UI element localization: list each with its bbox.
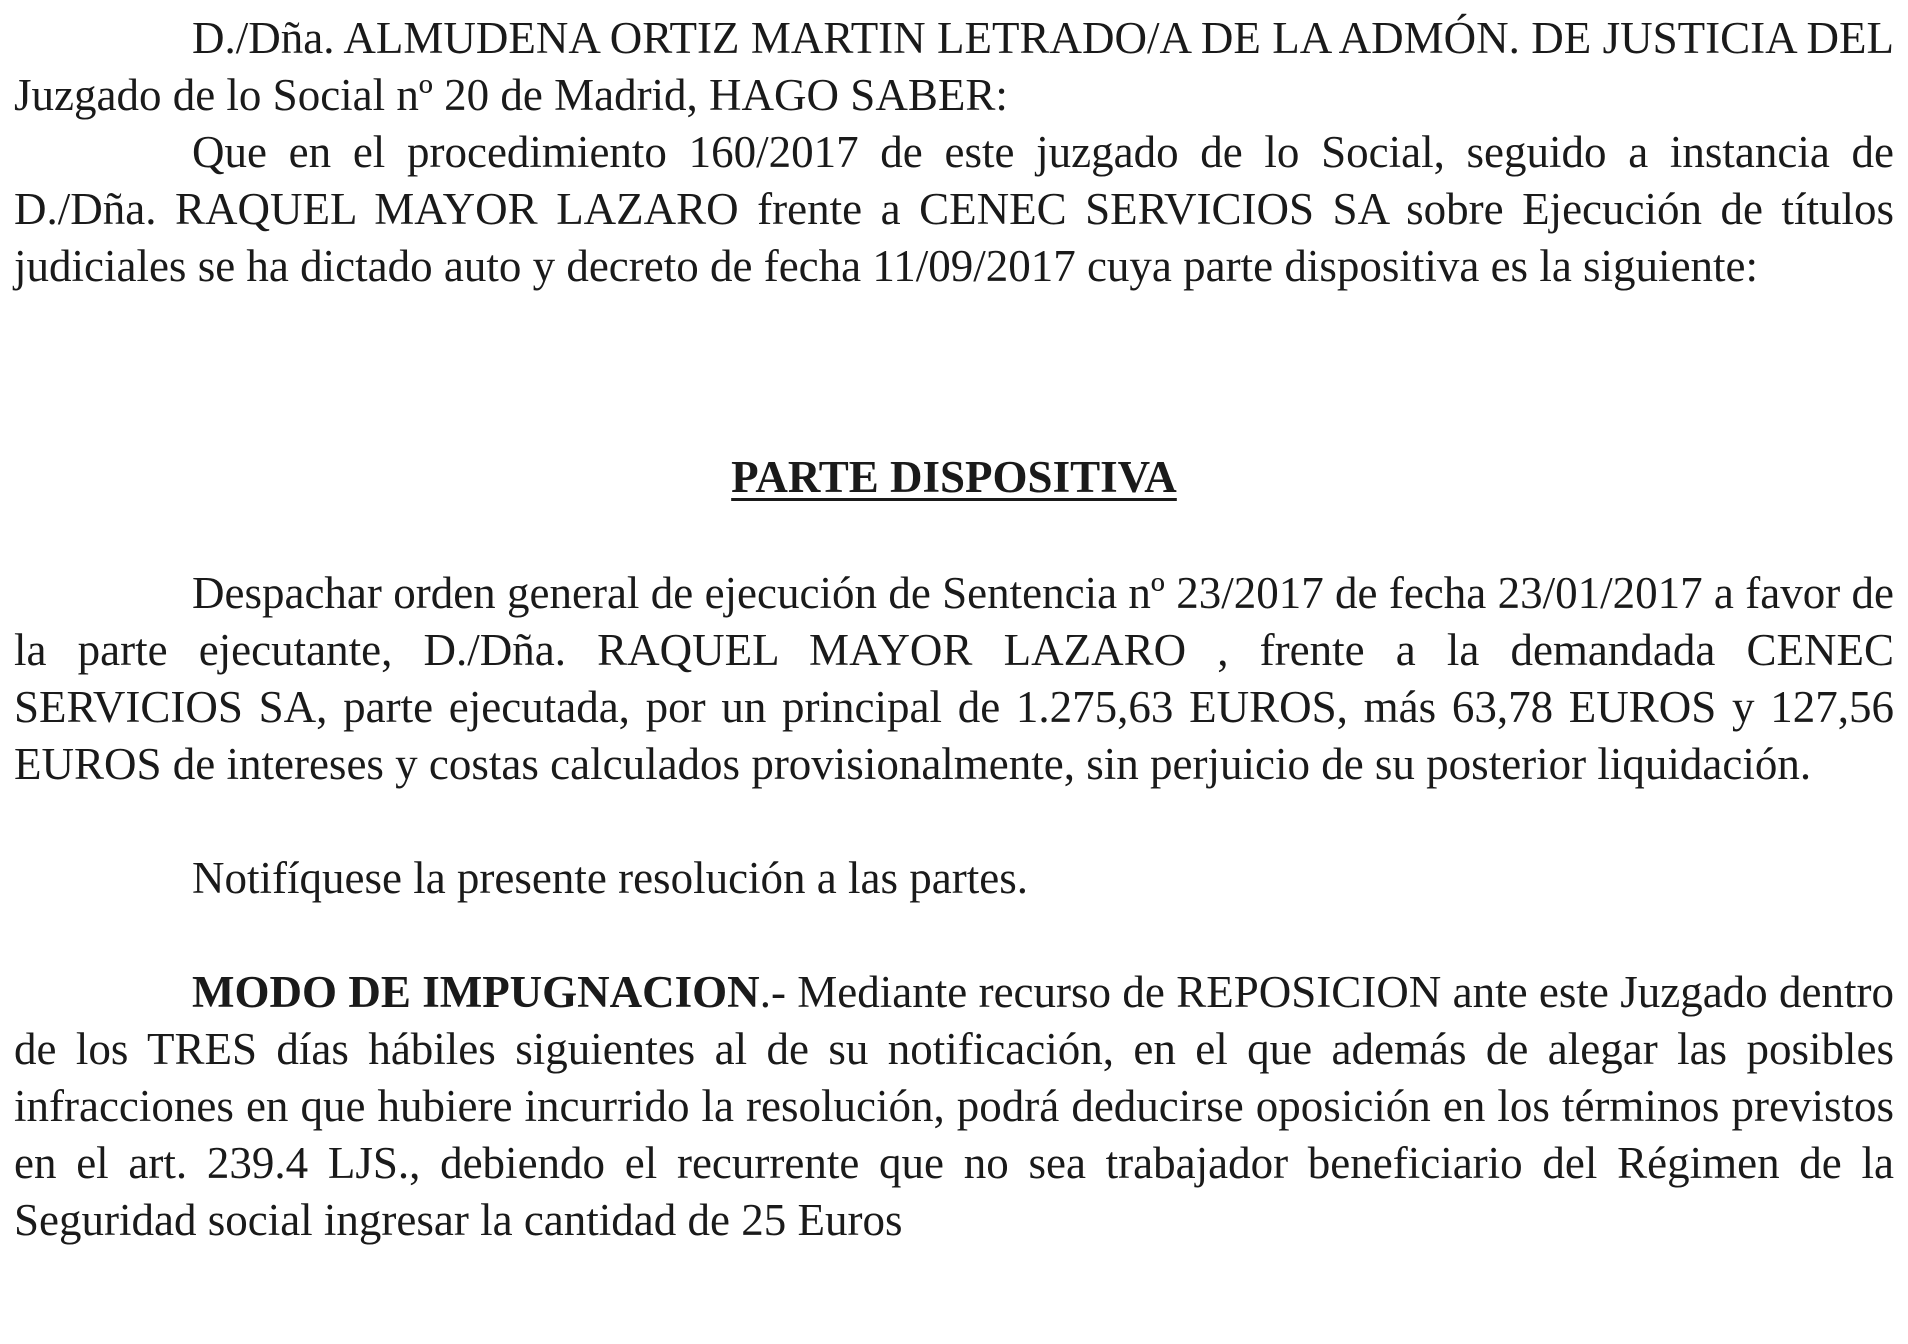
impugnation-paragraph [14,964,1894,1249]
impugnation-label: MODO DE IMPUGNACION [192,967,760,1017]
spacer [14,295,1894,449]
section-heading: PARTE DISPOSITIVA [731,452,1177,502]
notification-paragraph: Notifíquese la presente resolución a las partes. [192,853,1028,903]
spacer [14,907,1894,964]
intro-secretary-line: D./Dña. ALMUDENA ORTIZ MARTIN LETRADO/A DE LA ADMÓN. DE JUSTICIA DEL Juzgado de lo Social nº 20 de Madrid, HAGO SABER: [14,13,1894,120]
document-page [14,10,1894,1249]
intro-procedure-paragraph: Que en el procedimiento 160/2017 de este juzgado de lo Social, seguido a instancia de D./Dña. RAQUEL MAYOR LAZARO frente a CENEC SERVICIOS SA sobre Ejecución de títulos judiciales se ha dictado auto y decreto de fecha 11/09/2017 cuya parte dispositiva es la siguiente: [14,127,1894,291]
dispositive-order-paragraph: Despachar orden general de ejecución de Sentencia nº 23/2017 de fecha 23/01/2017 a favor de la parte ejecutante, D./Dña. RAQUEL MAYOR LAZARO , frente a la demandada CENEC SERVICIOS SA, parte ejecutada, por un principal de 1.275,63 EUROS, más 63,78 EUROS y 127,56 EUROS de intereses y costas calculados provisionalmente, sin perjuicio de su posterior liquidación. [14,568,1894,789]
spacer [14,793,1894,850]
impugnation-text: .- Mediante recurso de REPOSICION ante este Juzgado dentro de los TRES días hábiles siguientes al de su notificación, en el que además de alegar las posibles infracciones en que hubiere incurrido la resolución, podrá deducirse oposición en los términos previstos en el art. 239.4 LJS., debiendo el recurrente que no sea trabajador beneficiario del Régimen de la Seguridad social ingresar la cantidad de 25 Euros [14,967,1894,1245]
spacer [14,506,1894,565]
